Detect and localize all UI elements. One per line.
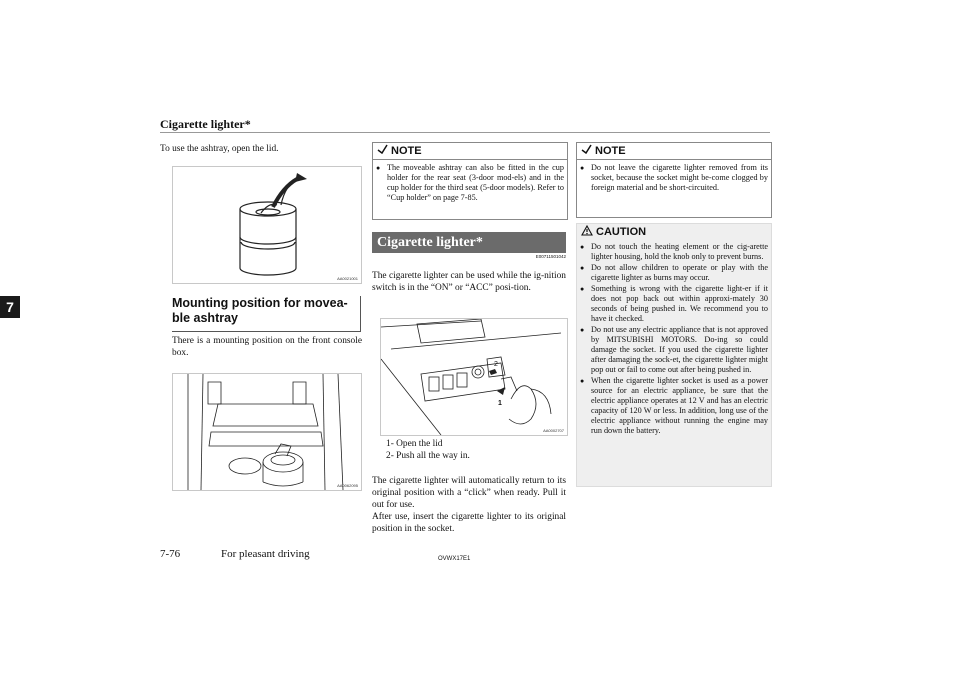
note-icon	[377, 143, 391, 159]
caution-item: ● Something is wrong with the cigarette light-er if it does not pop back out within approxi-mately 30 seconds of being pushed in. We recommend you to have it checked.	[577, 284, 768, 324]
note-box-right	[576, 142, 772, 218]
figure-code: AA0002707	[543, 428, 564, 433]
step-item: 2- Push all the way in.	[386, 451, 470, 461]
reference-code: E00711501042	[535, 254, 566, 259]
caution-box	[576, 223, 772, 487]
header-rule	[160, 132, 770, 133]
chapter-tab: 7	[0, 296, 20, 318]
ashtray-figure	[172, 166, 362, 284]
section-banner-cigarette-lighter: Cigarette lighter*	[372, 232, 566, 253]
document-code: OVWX17E1	[438, 556, 471, 562]
caution-item: ● Do not use any electric appliance that is not approved by MITSUBISHI MOTORS. Do-ing so could damage the socket. If you used the cigarette lighter after damaging the sock-et, the cigarette lighter might pop out or fail to come out after being pushed in.	[577, 325, 768, 375]
caution-item: ● Do not allow children to operate or play with the cigarette lighter as burns may occur.	[577, 263, 768, 283]
console-illustration	[173, 374, 361, 490]
paragraph: After use, insert the cigarette lighter to its original position in the socket.	[372, 512, 566, 534]
console-figure	[172, 373, 362, 491]
note-label: NOTE	[595, 145, 626, 157]
callout-2: 2	[494, 361, 498, 368]
note-label: NOTE	[391, 145, 422, 157]
note-heading	[577, 143, 771, 160]
note-icon	[581, 143, 595, 159]
lighter-paragraphs	[372, 475, 566, 535]
ashtray-intro: To use the ashtray, open the lid.	[160, 144, 279, 154]
note-item: ● The moveable ashtray can also be fitted in the cup holder for the rear seat (3-door mod-els) and in the cup holder for the third seat (5-door models). Refer to “Cup holder” on page 7-85.	[373, 163, 564, 203]
page-number: 7-76	[160, 548, 181, 560]
note-box-middle	[372, 142, 568, 220]
page-header-title: Cigarette lighter*	[160, 117, 251, 131]
mounting-body: There is a mounting position on the front console box.	[172, 336, 362, 358]
lighter-figure	[380, 318, 568, 436]
note-heading	[373, 143, 567, 160]
lighter-illustration	[381, 319, 567, 435]
paragraph: The cigarette lighter will automatically return to its original position with a “click” when ready. Pull it out for use.	[372, 476, 566, 510]
caution-heading	[577, 224, 771, 240]
callout-1: 1	[498, 400, 502, 407]
figure-code: AA0062095	[337, 483, 358, 488]
figure-code: AA0021001	[337, 276, 358, 281]
caution-label: CAUTION	[596, 226, 647, 238]
ashtray-illustration	[173, 167, 361, 283]
caution-item: ● Do not touch the heating element or the cig-arette lighter housing, hold the knob only to prevent burns.	[577, 242, 768, 262]
note-item: ● Do not leave the cigarette lighter removed from its socket, because the socket might be-come clogged by foreign material and be short-circuited.	[577, 163, 768, 193]
caution-item: ● When the cigarette lighter socket is used as a power source for an electric appliance, be sure that the electric appliance operates at 12 V and has an electric capacity of 120 W or less. In addition, long use of the electric appliance without running the engine may run down the battery.	[577, 376, 768, 436]
step-item: 1- Open the lid	[386, 439, 443, 449]
section-heading-mounting: Mounting position for movea-ble ashtray	[172, 296, 361, 332]
footer-section-title: For pleasant driving	[221, 548, 310, 560]
lighter-intro: The cigarette lighter can be used while the ig-nition switch is in the “ON” or “ACC” posi-tion.	[372, 271, 566, 293]
steps-list	[386, 438, 556, 462]
warning-triangle-icon	[581, 225, 596, 241]
